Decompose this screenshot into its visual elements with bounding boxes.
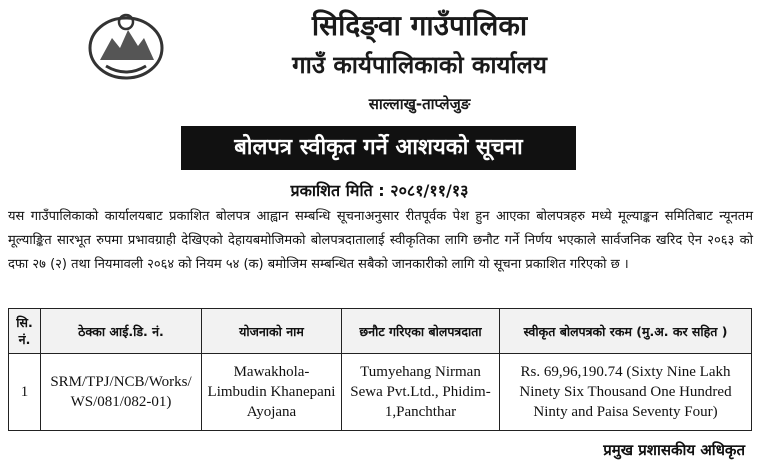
signatory-title: प्रमुख प्रशासकीय अधिकृत [603, 441, 745, 459]
office-name: गाउँ कार्यपालिकाको कार्यालय [292, 51, 547, 79]
awarded-bid-table [8, 308, 752, 431]
cell-sn: 1 [9, 354, 41, 431]
municipality-name: सिदिङ्वा गाउँपालिका [311, 9, 528, 42]
col-header-bidder: छनौट गरिएका बोलपत्रदाता [342, 309, 500, 354]
cell-bidder: Tumyehang Nirman Sewa Pvt.Ltd., Phidim-1,Panchthar [342, 354, 500, 431]
table-header-row [9, 309, 752, 354]
col-header-sn: सि. नं. [9, 309, 41, 354]
cell-contract-id: SRM/TPJ/NCB/Works/ WS/081/082-01) [41, 354, 202, 431]
cell-amount: Rs. 69,96,190.74 (Sixty Nine Lakh Ninety Six Thousand One Hundred Ninty and Paisa Seventy Four) [500, 354, 752, 431]
col-header-contract-id: ठेक्का आई.डि. नं. [41, 309, 202, 354]
col-header-project: योजनाको नाम [202, 309, 342, 354]
published-date: प्रकाशित मिति : २०८१/११/१३ [290, 181, 469, 200]
notice-title: बोलपत्र स्वीकृत गर्ने आशयको सूचना [181, 126, 576, 170]
cell-project: Mawakhola- Limbudin Khanepani Ayojana [202, 354, 342, 431]
col-header-amount: स्वीकृत बोलपत्रको रकम (मु.अ. कर सहित ) [500, 309, 752, 354]
office-address: साल्लाखु-ताप्लेजुङ [368, 95, 471, 113]
notice-body: यस गाउँपालिकाको कार्यालयबाट प्रकाशित बोलपत्र आह्वान सम्बन्धि सूचनाअनुसार रीतपूर्वक पेश हुन आएका बोलपत्रहरु मध्ये मूल्याङ्कन समितिबाट न्यूनतम मूल्याङ्कित सारभूत रुपमा प्रभावग्राही देखिएको देहायबमोजिमको बोलपत्रदातालाई स्वीकृतिका लागि छनौट गर्ने निर्णय भएकाले सार्वजनिक खरिद ऐन २०६३ को दफा २७ (२) तथा नियमावली २०६४ को नियम ५४ (क) बमोजिम सम्बन्धित सबैको जानकारीको लागि यो सूचना प्रकाशित गरिएको छ । [8, 209, 753, 272]
table-row [9, 354, 752, 431]
